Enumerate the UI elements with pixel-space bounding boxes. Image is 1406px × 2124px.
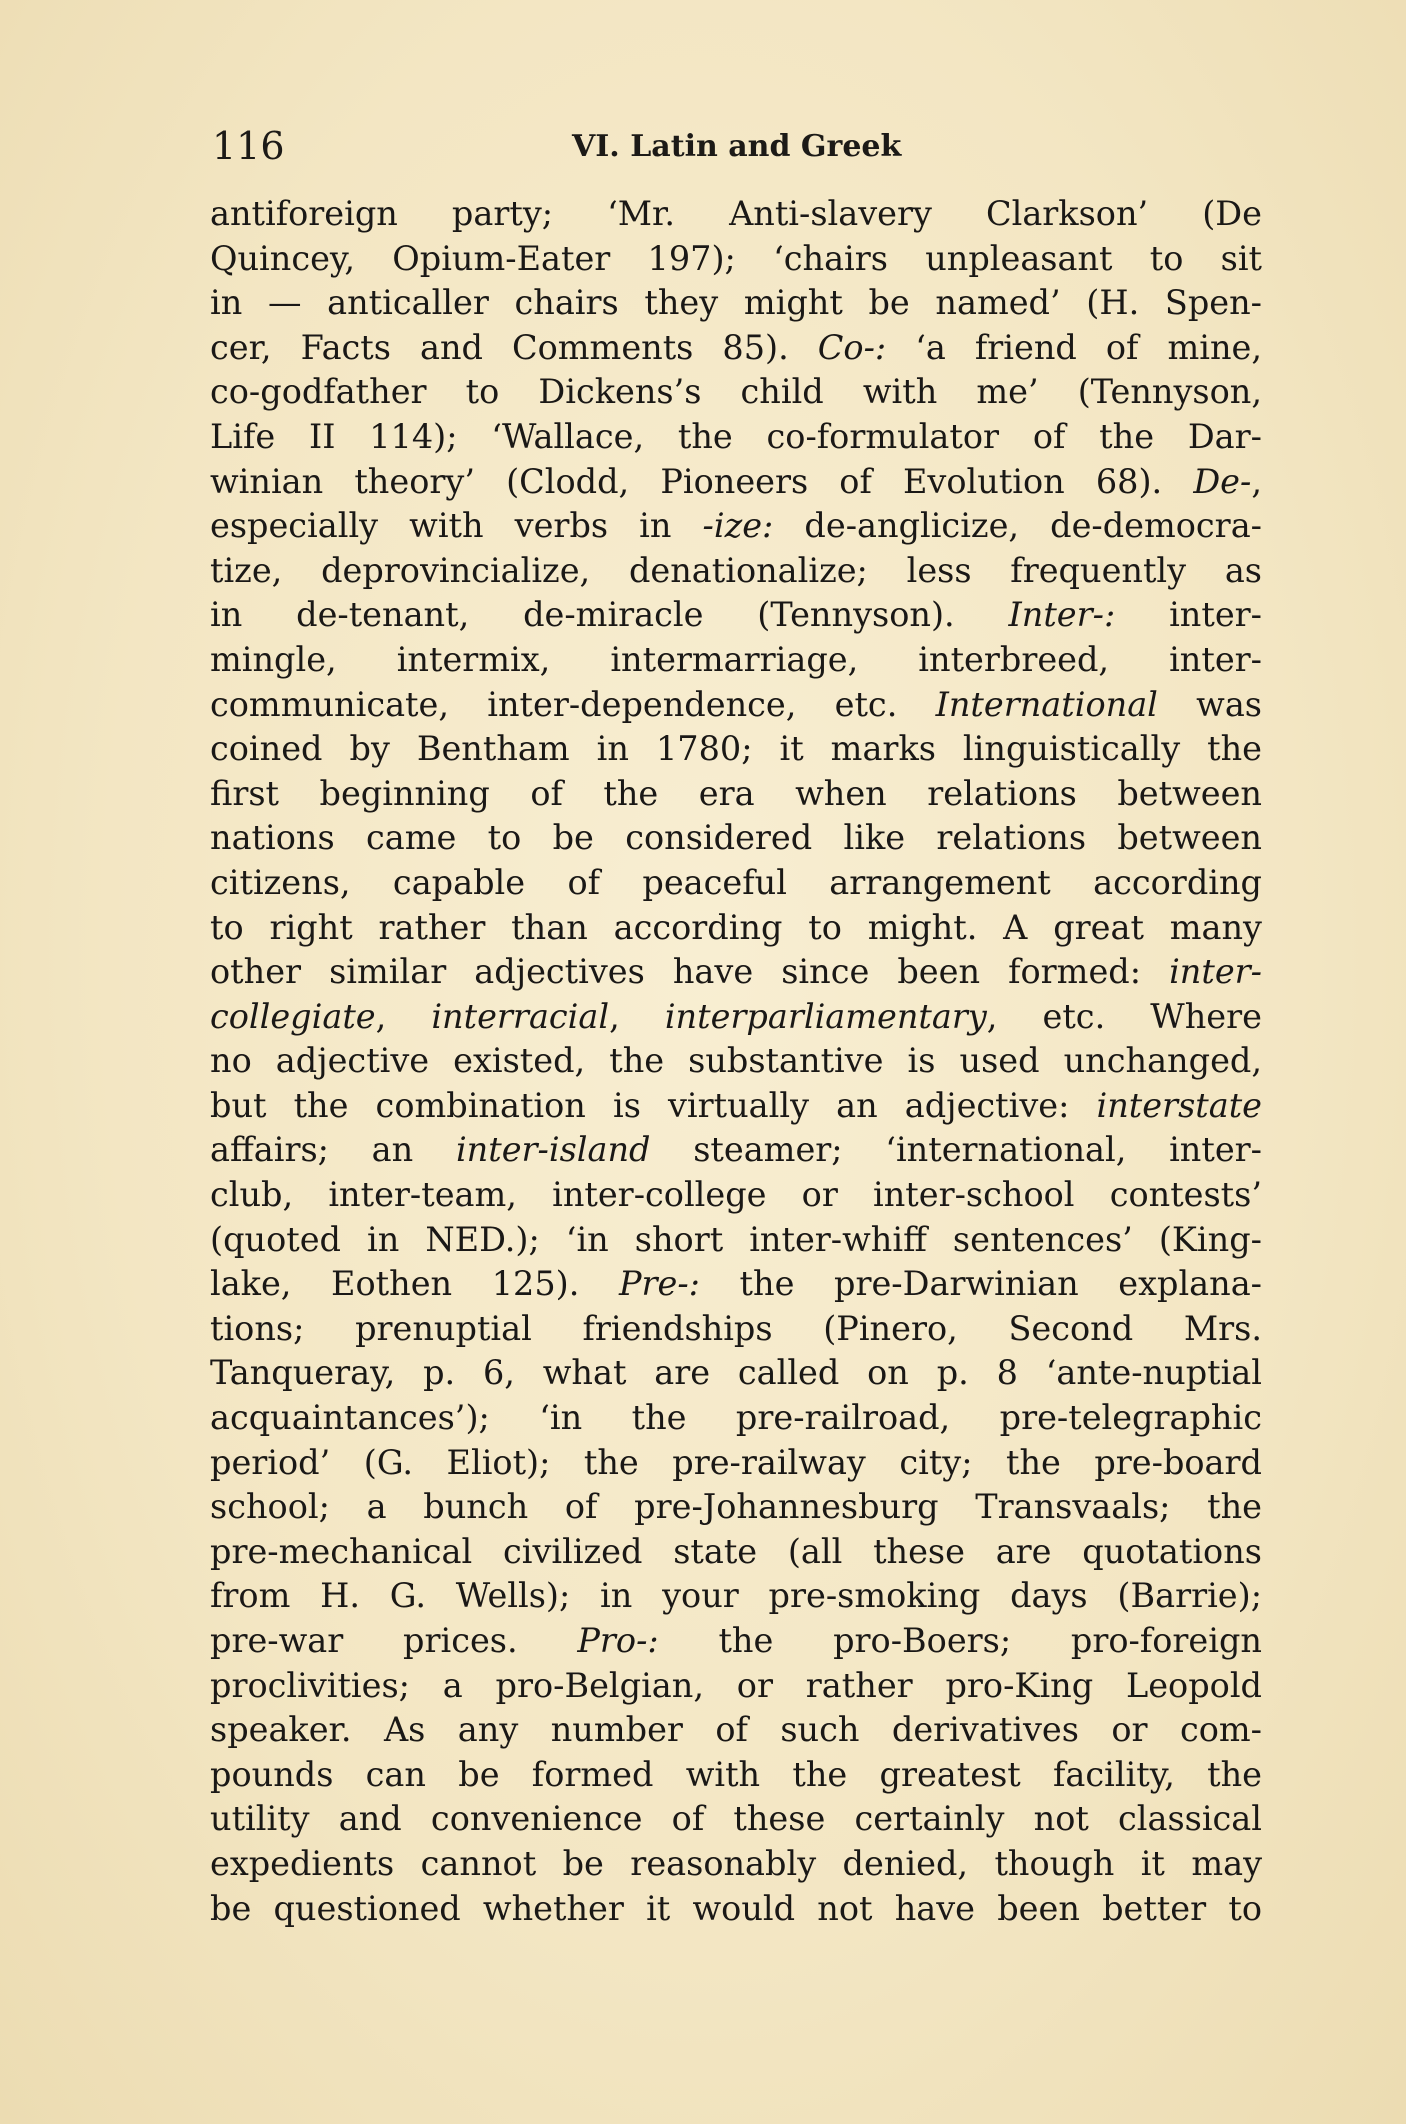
text-run: citizens, capable of peaceful arrangement according (210, 862, 1262, 902)
text-run: inter- (1115, 595, 1262, 635)
text-run: school; a bunch of pre-Johannesburg Transvaals; the (210, 1487, 1262, 1527)
text-run: in de-tenant, de-miracle (Tennyson). (210, 595, 1009, 635)
text-line (210, 772, 1262, 817)
text-run: be questioned whether it would not have been better to (210, 1888, 1262, 1928)
italic-text: De- (1193, 461, 1252, 501)
text-line (210, 504, 1262, 549)
text-run: (quoted in NED.); ‘in short inter-whiff sentences’ (King- (210, 1219, 1262, 1259)
text-line (210, 816, 1262, 861)
text-run: co-godfather to Dickens’s child with me’ (Tennyson, (210, 372, 1262, 412)
text-line (210, 1574, 1262, 1619)
text-line (210, 1887, 1262, 1932)
text-line (210, 415, 1262, 460)
text-run: , etc. Where (986, 996, 1262, 1036)
italic-text: Pro-: (577, 1621, 659, 1660)
text-run: , (1251, 461, 1262, 501)
text-line (210, 192, 1262, 237)
text-run: coined by Bentham in 1780; it marks linguistically the (210, 729, 1262, 769)
text-run: steamer; ‘international, inter- (650, 1130, 1262, 1170)
italic-text: interstate (1096, 1085, 1262, 1125)
text-line (210, 549, 1262, 594)
text-run: pre-war prices. (210, 1621, 578, 1660)
text-run: especially with verbs in (210, 506, 703, 546)
text-run: lake, Eothen 125). (210, 1264, 619, 1304)
body-text (210, 192, 1262, 1931)
text-run: tize, deprovincialize, denationalize; less frequently as (210, 550, 1262, 590)
text-line (210, 1708, 1262, 1753)
page-number: 116 (212, 124, 285, 168)
text-run: proclivities; a pro-Belgian, or rather pro-King Leopold (210, 1665, 1262, 1705)
text-line (210, 1351, 1262, 1396)
section-title: VI. Latin and Greek (572, 129, 902, 164)
text-run: pre-mechanical civilized state (all these are quotations (210, 1531, 1262, 1571)
text-line (210, 1173, 1262, 1218)
text-run: , (375, 996, 432, 1036)
text-run: to right rather than according to might. A great many (210, 907, 1262, 947)
text-run: period’ (G. Eliot); the pre-railway city; the pre-board (210, 1442, 1262, 1482)
text-run: winian theory’ (Clodd, Pioneers of Evolution 68). (210, 461, 1194, 501)
text-run: antiforeign party; ‘Mr. Anti-slavery Clarkson’ (De (210, 194, 1262, 233)
text-line (210, 281, 1262, 326)
running-head (212, 118, 1262, 178)
text-run: mingle, intermix, intermarriage, interbreed, inter- (210, 639, 1262, 679)
text-run: expedients cannot be reasonably denied, though it may (210, 1843, 1262, 1883)
text-run: ‘a friend of mine, (886, 327, 1262, 367)
text-run: acquaintances’); ‘in the pre-railroad, pre-telegraphic (210, 1398, 1262, 1438)
text-run: affairs; an (210, 1130, 456, 1170)
text-line (210, 1218, 1262, 1263)
italic-text: interparliamentary (664, 996, 987, 1036)
italic-text: Pre-: (618, 1264, 700, 1304)
text-line (210, 1128, 1262, 1173)
text-run: the pro-Boers; pro-foreign (658, 1621, 1262, 1660)
text-line (210, 1664, 1262, 1709)
text-line (210, 727, 1262, 772)
text-run: but the combination is virtually an adjective: (210, 1085, 1097, 1125)
text-run: in — anticaller chairs they might be named’ (H. Spen- (210, 283, 1262, 323)
text-run: other similar adjectives have since been formed: (210, 952, 1170, 992)
text-run: communicate, inter-dependence, etc. (210, 684, 936, 724)
text-line (210, 1441, 1262, 1486)
text-line (210, 1262, 1262, 1307)
text-line (210, 1307, 1262, 1352)
text-line (210, 460, 1262, 505)
text-line (210, 326, 1262, 371)
text-run: the pre-Darwinian explana- (699, 1264, 1262, 1304)
text-line (210, 950, 1262, 995)
text-run: no adjective existed, the substantive is used unchanged, (210, 1041, 1262, 1081)
text-run: first beginning of the era when relations between (210, 773, 1262, 813)
text-run: , (609, 996, 665, 1036)
text-line (210, 1039, 1262, 1084)
italic-text: interracial (431, 996, 610, 1036)
text-run: speaker. As any number of such derivatives or com- (210, 1710, 1262, 1750)
text-run: tions; prenuptial friendships (Pinero, Second Mrs. (210, 1308, 1262, 1348)
text-line (210, 1084, 1262, 1129)
text-run: pounds can be formed with the greatest facility, the (210, 1754, 1262, 1794)
text-line (210, 1396, 1262, 1441)
italic-text: collegiate (210, 996, 376, 1036)
text-run: cer, Facts and Comments 85). (210, 327, 818, 367)
text-line (210, 593, 1262, 638)
italic-text: -ize: (702, 506, 774, 546)
text-line (210, 861, 1262, 906)
text-run: nations came to be considered like relations between (210, 818, 1262, 858)
text-line (210, 370, 1262, 415)
text-line (210, 1842, 1262, 1887)
italic-text: inter- (1169, 952, 1262, 992)
text-run: de-anglicize, de-democra- (773, 506, 1262, 546)
text-run: was (1157, 684, 1262, 724)
text-run: Life II 114); ‘Wallace, the co-formulator of the Dar- (210, 416, 1262, 456)
text-run: from H. G. Wells); in your pre-smoking days (Barrie); (210, 1576, 1262, 1616)
text-run: club, inter-team, inter-college or inter-school contests’ (210, 1175, 1262, 1215)
text-line (210, 1485, 1262, 1530)
text-line (210, 237, 1262, 282)
italic-text: Co-: (817, 327, 887, 367)
italic-text: inter-island (455, 1130, 651, 1170)
text-line (210, 1753, 1262, 1798)
text-run: Quincey, Opium-Eater 197); ‘chairs unpleasant to sit (210, 238, 1262, 278)
text-line (210, 995, 1262, 1040)
text-line (210, 906, 1262, 951)
text-run: utility and convenience of these certainly not classical (210, 1799, 1262, 1839)
italic-text: International (935, 684, 1158, 724)
text-run: Tanqueray, p. 6, what are called on p. 8 ‘ante-nuptial (210, 1353, 1262, 1393)
text-line (210, 1530, 1262, 1575)
text-line (210, 1797, 1262, 1842)
italic-text: Inter-: (1008, 595, 1116, 635)
text-line (210, 683, 1262, 728)
text-line (210, 1619, 1262, 1664)
text-line (210, 638, 1262, 683)
